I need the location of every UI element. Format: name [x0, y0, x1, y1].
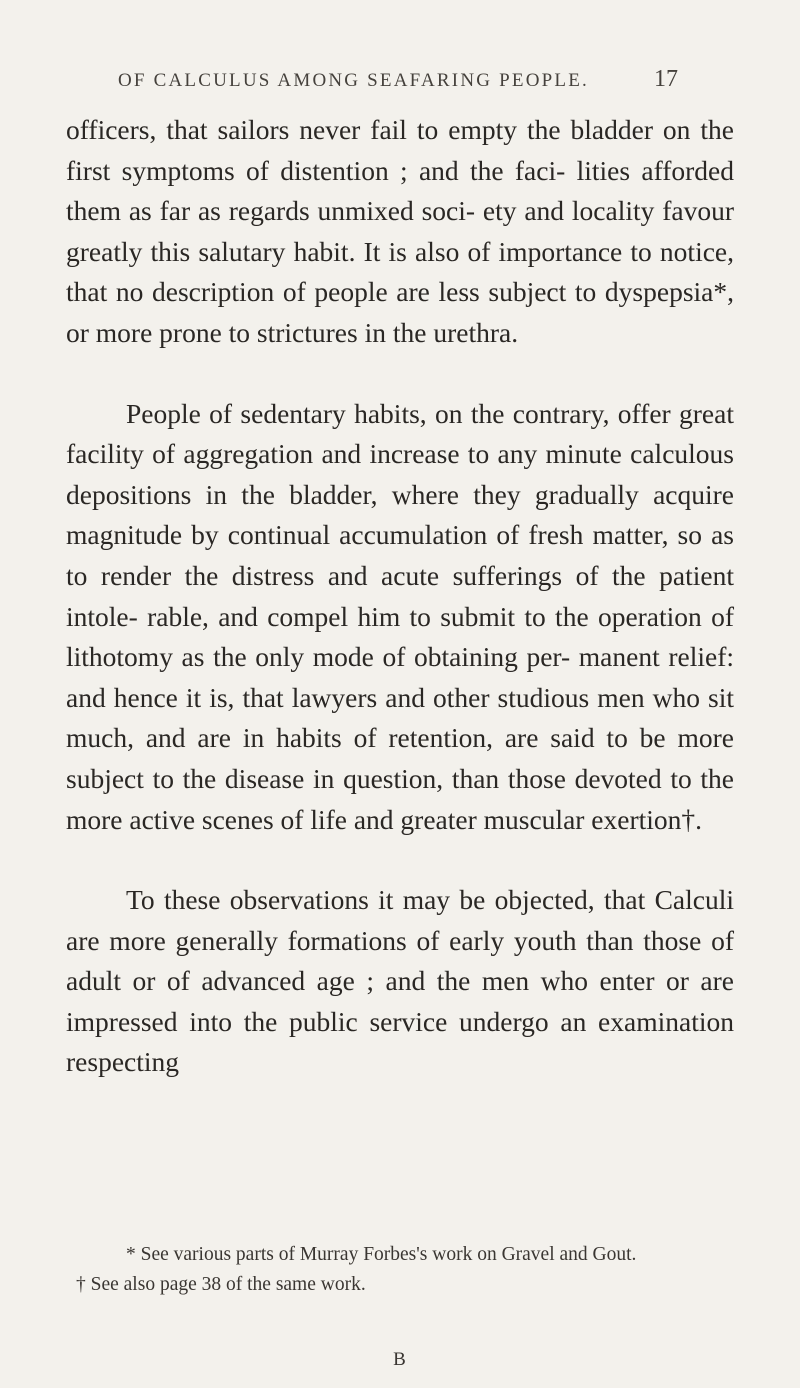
paragraph-objection: To these observations it may be objected, that Calculi are more generally formations of early youth than those of adult or of advanced age ; and the men who enter or are impressed into the public service undergo an examination respecting — [66, 884, 734, 1078]
body-text — [66, 110, 734, 1083]
footnotes — [66, 1240, 734, 1300]
running-head — [118, 66, 678, 93]
running-title: OF CALCULUS AMONG SEAFARING PEOPLE. — [118, 70, 589, 91]
page-number: 17 — [654, 66, 678, 92]
signature-mark: B — [393, 1349, 407, 1370]
paragraph-continuation: officers, that sailors never fail to empty the bladder on the first symptoms of distention ; and the faci- lities afforded them as far as regards unmixed soci- ety and locality favour greatly this salutary habit. It is also of importance to notice, that no description of people are less subject to dyspepsia*, or more prone to strictures in the urethra. — [66, 114, 734, 348]
footnote-asterisk: * See various parts of Murray Forbes's work on Gravel and Gout. — [126, 1244, 637, 1265]
paragraph-sedentary-habits: People of sedentary habits, on the contrary, offer great facility of aggregation and increase to any minute calculous depositions in the bladder, where they gradually acquire magnitude by continual accumulation of fresh matter, so as to render the distress and acute sufferings of the patient intole- rable, and compel him to submit to the operation of lithotomy as the only mode of obtaining per- manent relief: and hence it is, that lawyers and other studious men who sit much, and are in habits of retention, are said to be more subject to the disease in question, than those devoted to the more active scenes of life and greater muscular exertion†. — [66, 397, 734, 835]
footnote-dagger: † See also page 38 of the same work. — [76, 1274, 366, 1295]
